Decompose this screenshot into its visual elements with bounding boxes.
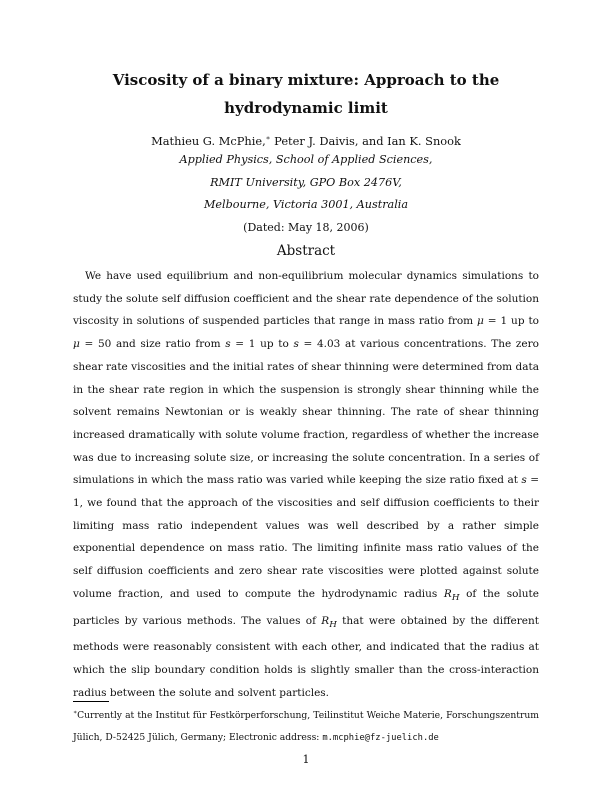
math-symbol: R — [443, 587, 452, 600]
footnote — [73, 702, 539, 749]
math-subscript: H — [451, 592, 460, 603]
abstract-text: = 1, we found that the approach of the viscosities and self diffusion coefficients to their limiting mass ratio independent values was well described by a rather simple exponential dependence on mass ratio. The limiting infinite mass ratio values of the self diffusion coefficients and zero shear rate viscosities were plotted against solute volume fraction, and used to compute the hydrodynamic radius — [73, 474, 539, 600]
author-name: Mathieu G. McPhie, — [151, 133, 266, 148]
affiliation-line-1: Applied Physics, School of Applied Sciences, — [179, 153, 433, 166]
footnote-marker: ∗ — [73, 709, 78, 716]
math-symbol: s — [225, 338, 231, 351]
abstract-text: = 50 and size ratio from — [79, 338, 226, 351]
abstract-text: = 1 up to — [483, 315, 539, 328]
abstract-text: of the solute particles by various methods. The values of — [73, 587, 539, 627]
math-symbol: R — [321, 614, 330, 627]
abstract-heading: Abstract — [276, 243, 336, 259]
affiliation-line-2: RMIT University, GPO Box 2476V, — [210, 176, 402, 189]
author-list — [60, 128, 552, 151]
abstract-text: = 4.03 at various concentrations. The zero shear rate viscosities and the initial rates of shear thinning were determined from data in the shear rate region in which the suspension is strongly shear thinning while the solvent remains Newtonian or is weakly shear thinning. The rate of shear thinning increased dramatically with solute volume fraction, regardless of whether the increase was due to increasing solute size, or increasing the solute concentration. In a series of simulations in which the mass ratio was varied while keeping the size ratio fixed at — [73, 338, 539, 487]
paper-title: Viscosity of a binary mixture: Approach to the hydrodynamic limit — [112, 71, 500, 117]
math-symbol: μ — [477, 315, 484, 328]
math-symbol: s — [521, 474, 527, 487]
page-number: 1 — [302, 753, 310, 766]
footnote-marker: ∗ — [265, 134, 271, 142]
abstract-text: We have used equilibrium and non-equilibrium molecular dynamics simulations to study the solute self diffusion coefficient and the shear rate dependence of the solution viscosity in solutions of suspended particles that range in mass ratio from — [73, 270, 539, 328]
footnote-text: Currently at the Institut für Festkörperforschung, Teilinstitut Weiche Materie, Forschungszentrum Jülich, D-52425 Jülich, Germany; Electronic address: — [73, 710, 539, 744]
author-names-rest: Peter J. Daivis, and Ian K. Snook — [270, 133, 461, 148]
math-symbol: μ — [73, 338, 80, 351]
date-line: (Dated: May 18, 2006) — [243, 221, 369, 234]
affiliation-line-3: Melbourne, Victoria 3001, Australia — [203, 198, 409, 211]
abstract-text: that were obtained by the different methods were reasonably consistent with each other, and indicated that the radius at which the slip boundary condition holds is slightly smaller than the cross-interaction radius between the solute and solvent particles. — [73, 614, 539, 699]
abstract-body — [73, 265, 539, 705]
email-address[interactable]: m.mcphie@fz-juelich.de — [322, 733, 439, 744]
math-symbol: s — [293, 338, 299, 351]
math-subscript: H — [329, 619, 337, 630]
abstract-text: = 1 up to — [230, 338, 294, 351]
